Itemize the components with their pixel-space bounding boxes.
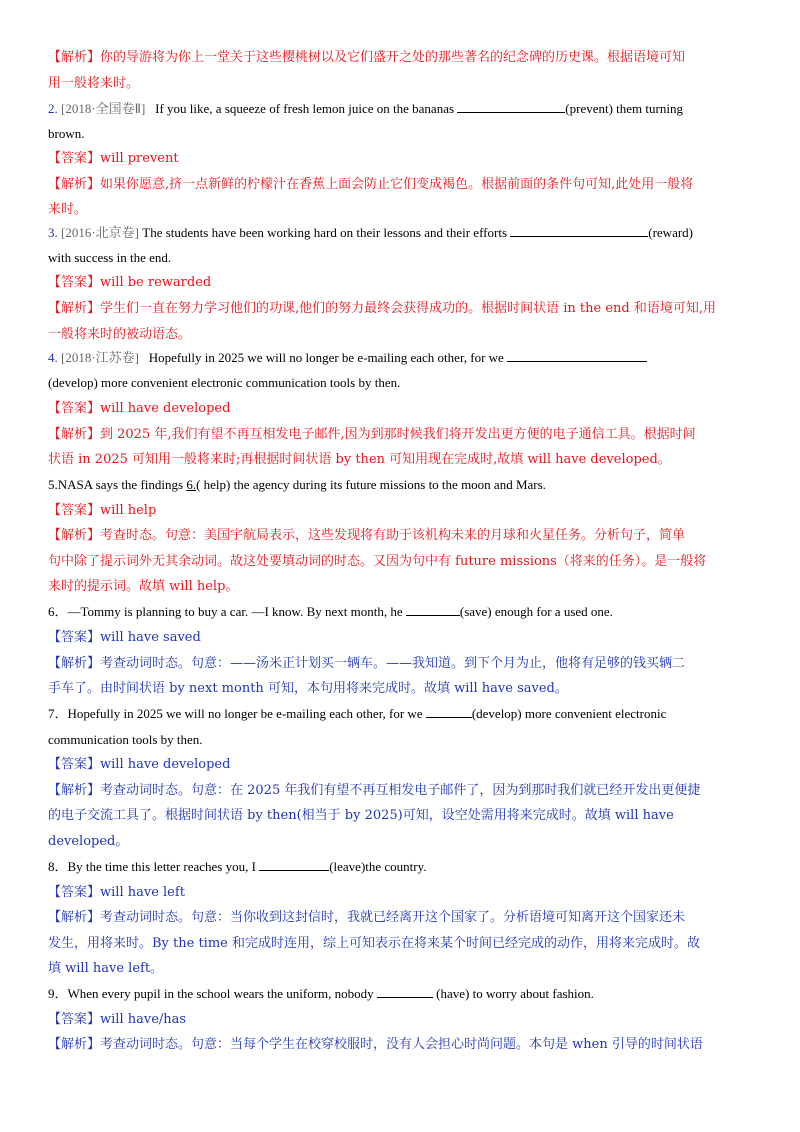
q2-number: 2. [48, 101, 58, 116]
q2-blank [457, 98, 565, 113]
q8-text-a: 8．By the time this letter reaches you, I [48, 859, 260, 874]
q3-question-line2: with success in the end. [48, 250, 172, 265]
q5-text-b: ( help) the agency during its future missions to the moon and Mars. [196, 477, 546, 492]
q4-analysis-line2: 状语 in 2025 可知用一般将来时;再根据时间状语 by then 可知用现在完成时,故填 will have developed。 [48, 452, 671, 467]
q5-analysis-line3: 来时的提示词。故填 will help。 [48, 579, 239, 594]
q6-blank [406, 601, 460, 616]
q4-source: [2018·江苏卷] [61, 350, 139, 365]
q5-analysis-line2: 句中除了提示词外无其余动词。故这处要填动词的时态。又因为句中有 future missions（将来的任务）。是一般将 [48, 554, 707, 569]
q7-text-b: (develop) more convenient electronic [471, 706, 667, 721]
q3-text-b: (reward) [648, 225, 693, 240]
q9-analysis-line1: 【解析】考查动词时态。句意：当每个学生在校穿校服时，没有人会担心时尚问题。本句是 when 引导的时间状语 [48, 1037, 703, 1052]
q2-answer: 【答案】will prevent [48, 151, 179, 166]
q5-answer: 【答案】will help [48, 503, 157, 518]
q6-analysis-line1: 【解析】考查动词时态。句意：——汤米正计划买一辆车。——我知道。到下个月为止，他将有足够的钱买辆二 [48, 656, 686, 671]
q3-text-a: The students have been working hard on their lessons and their efforts [142, 225, 507, 240]
q6-text-b: (save) enough for a used one. [459, 604, 613, 619]
q2-analysis-line1: 【解析】如果你愿意,挤一点新鲜的柠檬汁在香蕉上面会防止它们变成褐色。根据前面的条件句可知,此处用一般将 [48, 177, 694, 192]
q3-analysis-line2: 一般将来时的被动语态。 [48, 327, 192, 342]
q2-source: [2018·全国卷Ⅱ] [61, 101, 146, 116]
q3-analysis-line1: 【解析】学生们一直在努力学习他们的功课,他们的努力最终会获得成功的。根据时间状语 in the end 和语境可知,用 [48, 301, 717, 316]
q6-text-a: 6．—Tommy is planning to buy a car. —I know. By next month, he [48, 604, 406, 619]
q2-text-b: (prevent) them turning [565, 101, 683, 116]
q8-text-b: (leave)the country. [329, 859, 427, 874]
q7-text-a: 7．Hopefully in 2025 we will no longer be e-mailing each other, for we [48, 706, 426, 721]
q1-analysis-line1: 【解析】你的导游将为你上一堂关于这些樱桃树以及它们盛开之处的那些著名的纪念碑的历史课。根据语境可知 [48, 50, 686, 65]
q6-analysis-line2: 手车了。由时间状语 by next month 可知，本句用将来完成时。故填 will have saved。 [48, 681, 568, 696]
q4-analysis-line1: 【解析】到 2025 年,我们有望不再互相发电子邮件,因为到那时候我们将开发出更方便的电子通信工具。根据时间 [48, 427, 696, 442]
q4-answer: 【答案】will have developed [48, 401, 231, 416]
q1-analysis-line2: 用一般将来时。 [48, 76, 140, 91]
q9-text-a: 9．When every pupil in the school wears the uniform, nobody [48, 986, 377, 1001]
q8-analysis-line1: 【解析】考查动词时态。句意：当你收到这封信时，我就已经离开这个国家了。分析语境可知离开这个国家还未 [48, 910, 686, 925]
q2-text-a: If you like, a squeeze of fresh lemon juice on the bananas [155, 101, 455, 116]
q3-number: 3. [48, 225, 58, 240]
q8-blank [259, 856, 329, 871]
q8-answer: 【答案】will have left [48, 885, 185, 900]
q4-number: 4. [48, 350, 58, 365]
q6-answer: 【答案】will have saved [48, 630, 201, 645]
q4-question-line2: (develop) more convenient electronic communication tools by then. [48, 375, 401, 390]
q2-analysis-line2: 来时。 [48, 202, 88, 217]
q2-question-line2: brown. [48, 126, 85, 141]
q5-analysis-line1: 【解析】考查时态。句意：美国宇航局表示，这些发现将有助于该机构未来的月球和火星任务。分析句子，简单 [48, 528, 686, 543]
q5-question [48, 472, 756, 498]
q7-analysis-line1: 【解析】考查动词时态。句意：在 2025 年我们有望不再互相发电子邮件了，因为到那时我们就已经开发出更便捷 [48, 783, 701, 798]
q7-blank [426, 703, 472, 718]
q3-answer: 【答案】will be rewarded [48, 275, 212, 290]
q3-question-line1 [48, 220, 756, 246]
q5-text-a: 5.NASA says the findings [48, 477, 187, 492]
q9-question [48, 981, 756, 1007]
q6-question [48, 599, 756, 625]
q4-blank [507, 347, 647, 362]
q4-text-a: Hopefully in 2025 we will no longer be e-mailing each other, for we [148, 350, 504, 365]
q7-analysis-line3: developed。 [48, 834, 129, 849]
q8-analysis-line2: 发生，用将来时。By the time 和完成时连用，综上可知表示在将来某个时间已经完成的动作，用将来完成时。故 [48, 936, 700, 951]
q9-text-b: (have) to worry about fashion. [432, 986, 594, 1001]
q5-blank: 6. [186, 477, 197, 492]
q4-question-line1 [48, 345, 756, 371]
q9-answer: 【答案】will have/has [48, 1012, 187, 1027]
q7-question-line1 [48, 701, 756, 727]
q8-question [48, 854, 756, 880]
q9-blank [377, 983, 433, 998]
q7-answer: 【答案】will have developed [48, 757, 231, 772]
q7-analysis-line2: 的电子交流工具了。根据时间状语 by then(相当于 by 2025)可知，设空处需用将来完成时。故填 will have [48, 808, 674, 823]
q8-analysis-line3: 填 will have left。 [48, 961, 164, 976]
q2-question-line1 [48, 96, 756, 122]
q7-question-line2: communication tools by then. [48, 732, 203, 747]
q3-source: [2016·北京卷] [61, 225, 139, 240]
q3-blank [510, 222, 648, 237]
